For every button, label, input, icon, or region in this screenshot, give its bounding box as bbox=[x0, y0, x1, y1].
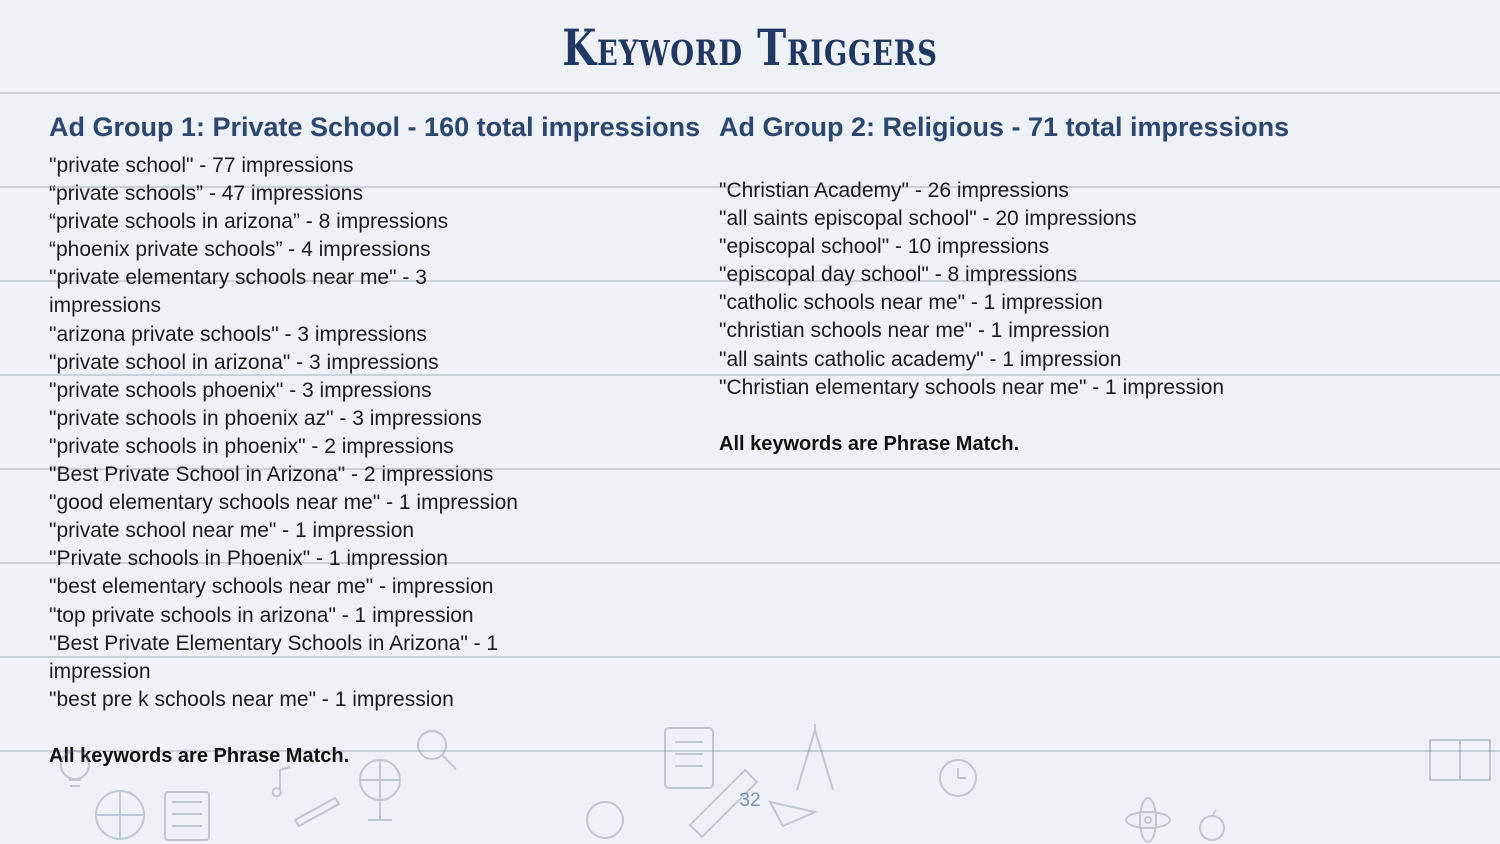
list-item: "Best Private Elementary Schools in Arizona" - 1 impression bbox=[49, 631, 499, 683]
list-item: "Private schools in Phoenix" - 1 impression bbox=[49, 547, 448, 571]
list-item: "all saints catholic academy" - 1 impression bbox=[719, 347, 1122, 371]
ad-group-2-column bbox=[719, 108, 1439, 458]
list-item: "christian schools near me" - 1 impression bbox=[719, 319, 1110, 343]
list-item: "private schools in phoenix" - 2 impressions bbox=[49, 434, 454, 458]
ad-group-2-keyword-list bbox=[719, 177, 1439, 402]
school-doodle-border bbox=[0, 720, 1500, 844]
compass-icon bbox=[797, 724, 833, 790]
slide-title: Keyword Triggers bbox=[562, 18, 938, 77]
page-number: 32 bbox=[739, 790, 761, 811]
list-item: "episcopal school" - 10 impressions bbox=[719, 235, 1050, 259]
notebook-icon bbox=[665, 728, 713, 788]
ad-group-2-heading: Ad Group 2: Religious - 71 total impressions bbox=[719, 112, 1290, 142]
list-item: "good elementary schools near me" - 1 impression bbox=[49, 491, 518, 515]
list-item: "private schools phoenix" - 3 impressions bbox=[49, 378, 432, 402]
list-item: "Best Private School in Arizona" - 2 impressions bbox=[49, 463, 494, 487]
ad-group-1-keyword-list bbox=[49, 152, 709, 714]
list-item: “private schools in arizona” - 8 impressions bbox=[49, 210, 449, 234]
list-item: "arizona private schools" - 3 impressions bbox=[49, 322, 427, 346]
ad-group-1-heading: Ad Group 1: Private School - 160 total impressions bbox=[49, 112, 701, 142]
list-item: “private schools” - 47 impressions bbox=[49, 182, 363, 206]
apple-icon bbox=[1200, 810, 1224, 840]
ad-group-1-column bbox=[49, 108, 709, 770]
book-icon bbox=[1430, 740, 1490, 780]
list-item: "Christian Academy" - 26 impressions bbox=[719, 179, 1069, 202]
lightbulb-icon bbox=[61, 751, 89, 786]
ad-group-1-match-note: All keywords are Phrase Match. bbox=[49, 744, 350, 767]
list-item: “phoenix private schools” - 4 impressions bbox=[49, 238, 431, 262]
list-item: "private school" - 77 impressions bbox=[49, 154, 354, 177]
list-item: "private school near me" - 1 impression bbox=[49, 519, 415, 543]
list-item: "all saints episcopal school" - 20 impressions bbox=[719, 207, 1137, 231]
list-item: "private schools in phoenix az" - 3 impressions bbox=[49, 406, 482, 430]
list-item: "catholic schools near me" - 1 impression bbox=[719, 291, 1103, 315]
list-item: "Christian elementary schools near me" - 1 impression bbox=[719, 375, 1225, 399]
list-item: "episcopal day school" - 8 impressions bbox=[719, 263, 1078, 287]
magnifier-icon bbox=[418, 731, 456, 769]
list-item: "top private schools in arizona" - 1 impression bbox=[49, 603, 474, 627]
list-item: "private elementary schools near me" - 3 impressions bbox=[49, 266, 427, 318]
list-item: "best elementary schools near me" - impression bbox=[49, 575, 494, 599]
ad-group-2-match-note: All keywords are Phrase Match. bbox=[719, 432, 1020, 455]
list-item: "private school in arizona" - 3 impressions bbox=[49, 350, 439, 374]
list-item: "best pre k schools near me" - 1 impression bbox=[49, 687, 454, 711]
